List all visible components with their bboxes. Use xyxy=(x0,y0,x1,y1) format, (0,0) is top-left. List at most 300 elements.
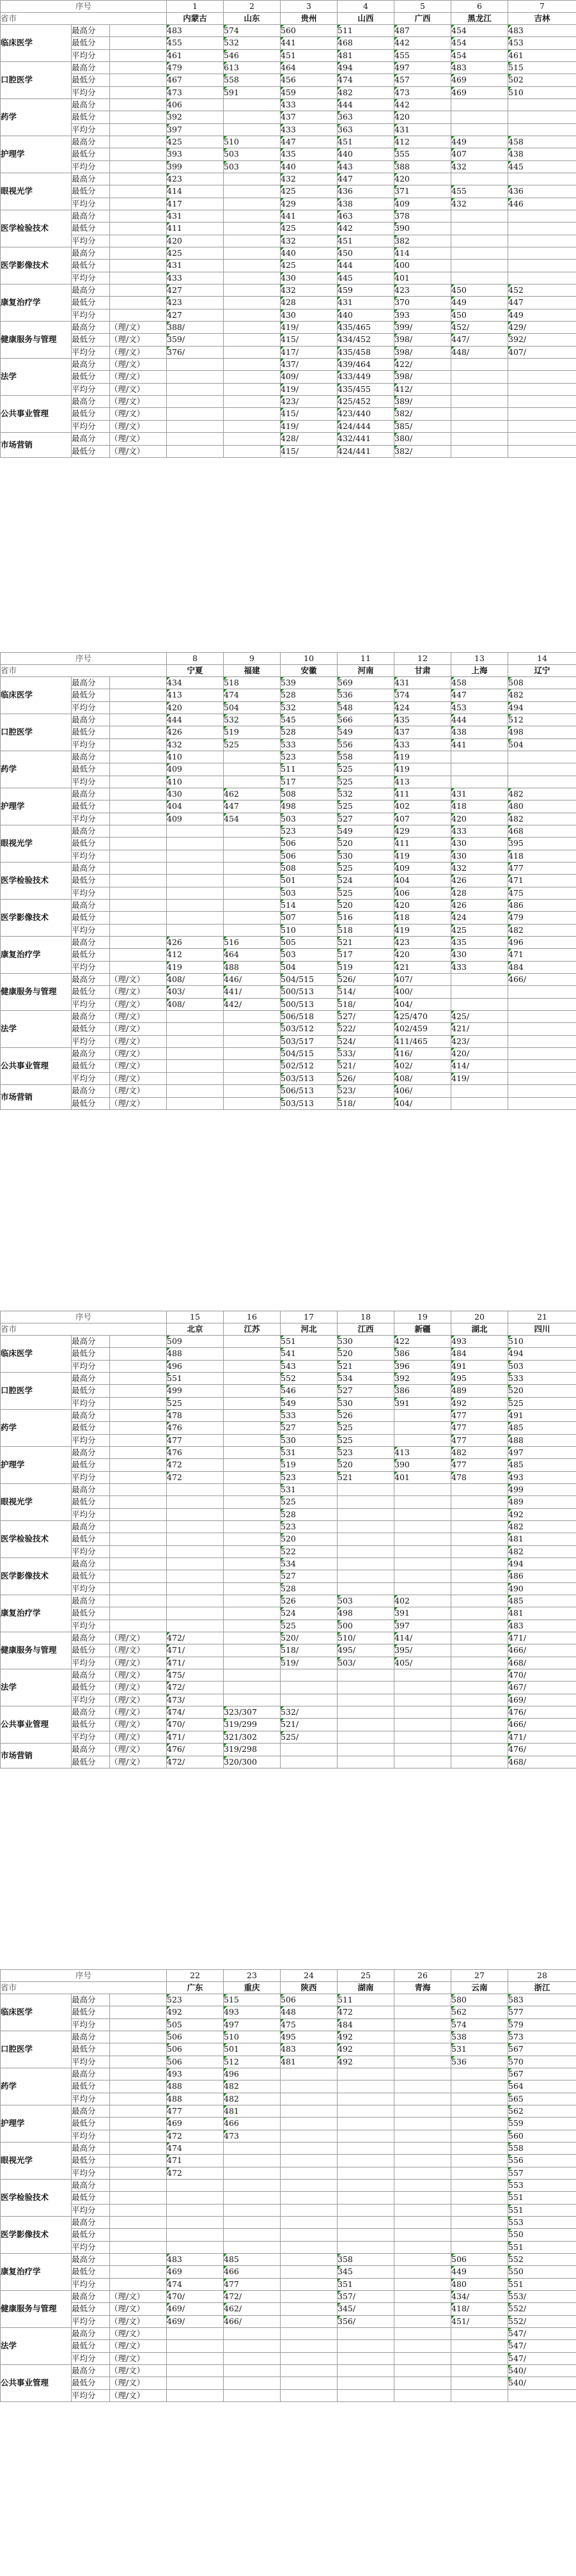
major-name: 医学影像技术 xyxy=(1,247,72,285)
metric-label: 平均分 xyxy=(72,420,110,432)
track-label xyxy=(110,1607,167,1620)
score-cell xyxy=(167,2217,224,2229)
score-cell xyxy=(451,998,508,1010)
score-cell: 518/ xyxy=(338,998,394,1010)
score-cell: 451 xyxy=(338,136,394,148)
metric-label: 最低分 xyxy=(72,37,110,49)
metric-label: 最高分 xyxy=(72,210,110,222)
score-cell: 477 xyxy=(167,2105,224,2118)
index-row xyxy=(1,653,576,665)
score-cell xyxy=(508,111,576,123)
score-cell: 452/ xyxy=(451,322,508,334)
score-cell xyxy=(394,2118,451,2130)
score-cell: 404/ xyxy=(394,998,451,1010)
score-cell xyxy=(508,371,576,383)
track-label xyxy=(110,763,167,776)
score-row xyxy=(1,2340,576,2352)
score-cell xyxy=(451,1644,508,1657)
score-cell: 396 xyxy=(394,1360,451,1372)
score-cell xyxy=(451,2093,508,2105)
metric-label: 最低分 xyxy=(72,1570,110,1582)
score-cell xyxy=(224,383,281,395)
score-cell xyxy=(224,297,281,309)
score-cell: 500/513 xyxy=(281,998,338,1010)
metric-label: 最高分 xyxy=(72,863,110,875)
score-cell: 498 xyxy=(508,726,576,738)
score-cell xyxy=(224,1373,281,1385)
score-cell: 388 xyxy=(394,160,451,173)
score-cell: 480 xyxy=(508,800,576,813)
score-cell xyxy=(224,1582,281,1595)
score-cell: 395/ xyxy=(394,1644,451,1657)
major-name: 医学检验技术 xyxy=(1,2180,72,2217)
score-cell xyxy=(451,986,508,998)
score-cell xyxy=(394,1669,451,1682)
province-name: 四川 xyxy=(508,1323,576,1336)
score-cell: 548 xyxy=(338,701,394,714)
score-row xyxy=(1,738,576,751)
score-row xyxy=(1,99,576,111)
track-label xyxy=(110,1447,167,1459)
column-index: 27 xyxy=(451,1970,508,1982)
score-row xyxy=(1,912,576,924)
score-cell xyxy=(394,1545,451,1557)
major-name: 法学 xyxy=(1,2328,72,2365)
metric-label: 最高分 xyxy=(72,99,110,111)
score-cell xyxy=(167,1533,224,1545)
score-cell: 462 xyxy=(224,788,281,800)
score-cell xyxy=(224,2365,281,2377)
score-cell: 450 xyxy=(338,247,394,260)
score-cell: 430 xyxy=(167,788,224,800)
score-cell xyxy=(224,420,281,432)
column-index: 11 xyxy=(338,653,394,665)
metric-label: 平均分 xyxy=(72,383,110,395)
score-cell: 564 xyxy=(508,2080,576,2093)
score-row xyxy=(1,396,576,408)
metric-label: 平均分 xyxy=(72,1657,110,1669)
province-name: 辽宁 xyxy=(508,665,576,677)
score-row xyxy=(1,2006,576,2018)
score-cell: 449 xyxy=(451,2266,508,2278)
score-cell: 505 xyxy=(281,937,338,949)
metric-label: 最低分 xyxy=(72,297,110,309)
score-cell: 510 xyxy=(281,924,338,936)
track-label xyxy=(110,62,167,74)
major-name: 口腔医学 xyxy=(1,2031,72,2068)
score-cell: 525 xyxy=(338,887,394,899)
score-cell: 455 xyxy=(394,49,451,61)
score-cell xyxy=(224,912,281,924)
score-cell: 413 xyxy=(167,689,224,701)
score-cell xyxy=(224,1385,281,1397)
score-cell: 491 xyxy=(451,1360,508,1372)
major-name: 口腔医学 xyxy=(1,714,72,751)
metric-label: 平均分 xyxy=(72,160,110,173)
score-cell: 496 xyxy=(167,1360,224,1372)
score-cell: 319/298 xyxy=(224,1744,281,1756)
score-cell xyxy=(224,2143,281,2155)
score-cell xyxy=(338,1533,394,1545)
province-name: 重庆 xyxy=(224,1982,281,1994)
score-cell xyxy=(224,322,281,334)
score-cell xyxy=(394,2204,451,2216)
score-cell: 510 xyxy=(508,1336,576,1348)
score-row xyxy=(1,875,576,887)
major-name: 口腔医学 xyxy=(1,1373,72,1410)
score-cell: 424/444 xyxy=(338,420,394,432)
score-row xyxy=(1,2105,576,2118)
score-cell: 523 xyxy=(167,1994,224,2006)
score-cell: 424 xyxy=(394,701,451,714)
score-cell: 462/ xyxy=(224,2303,281,2315)
column-index: 10 xyxy=(281,653,338,665)
score-cell: 401 xyxy=(394,1471,451,1483)
score-cell xyxy=(338,2180,394,2192)
score-cell xyxy=(281,2389,338,2401)
score-cell: 573 xyxy=(508,2031,576,2043)
metric-label: 最低分 xyxy=(72,1385,110,1397)
score-cell: 517 xyxy=(338,949,394,961)
score-row xyxy=(1,2080,576,2093)
province-name: 江西 xyxy=(338,1323,394,1336)
track-label: （理/文） xyxy=(110,346,167,358)
major-name: 药学 xyxy=(1,1410,72,1447)
metric-label: 最高分 xyxy=(72,714,110,726)
score-cell xyxy=(338,2167,394,2179)
score-cell xyxy=(451,1595,508,1607)
score-cell: 428 xyxy=(281,297,338,309)
score-cell: 510/ xyxy=(338,1632,394,1644)
score-row xyxy=(1,887,576,899)
score-cell xyxy=(508,210,576,222)
track-label xyxy=(110,1570,167,1582)
track-label: （理/文） xyxy=(110,408,167,420)
score-row xyxy=(1,1023,576,1035)
track-label xyxy=(110,1558,167,1570)
score-cell: 463 xyxy=(338,210,394,222)
metric-label: 最低分 xyxy=(72,2043,110,2056)
metric-label: 最高分 xyxy=(72,322,110,334)
score-cell: 426 xyxy=(451,875,508,887)
score-row xyxy=(1,148,576,160)
score-cell xyxy=(451,1669,508,1682)
score-cell: 482 xyxy=(224,2080,281,2093)
score-cell xyxy=(508,1048,576,1060)
score-cell: 551 xyxy=(508,2192,576,2204)
score-row xyxy=(1,2043,576,2056)
index-header: 序号 xyxy=(1,1970,167,1982)
score-cell: 402/ xyxy=(394,1060,451,1072)
score-cell xyxy=(508,1060,576,1072)
metric-label: 平均分 xyxy=(72,738,110,751)
score-cell: 398/ xyxy=(394,346,451,358)
score-cell: 488 xyxy=(167,1348,224,1360)
province-name: 甘肃 xyxy=(394,665,451,677)
score-cell xyxy=(451,2328,508,2340)
score-cell: 385/ xyxy=(394,420,451,432)
major-name: 药学 xyxy=(1,751,72,788)
score-row xyxy=(1,726,576,738)
score-cell: 532 xyxy=(224,714,281,726)
major-name: 眼视光学 xyxy=(1,825,72,863)
score-cell: 457 xyxy=(394,74,451,86)
score-cell: 477 xyxy=(167,1434,224,1446)
score-cell: 433 xyxy=(167,272,224,284)
score-cell: 471 xyxy=(167,2155,224,2167)
major-name: 医学检验技术 xyxy=(1,1521,72,1558)
score-cell xyxy=(451,1632,508,1644)
major-name: 康复治疗学 xyxy=(1,937,72,974)
score-cell: 449 xyxy=(508,309,576,321)
score-cell: 504/515 xyxy=(281,1048,338,1060)
score-cell xyxy=(224,751,281,763)
track-label xyxy=(110,37,167,49)
score-cell xyxy=(224,235,281,247)
score-cell xyxy=(167,1545,224,1557)
track-label xyxy=(110,235,167,247)
metric-label: 最低分 xyxy=(72,222,110,235)
score-cell: 425 xyxy=(167,247,224,260)
track-label: （理/文） xyxy=(110,1011,167,1023)
score-cell: 494 xyxy=(508,701,576,714)
score-cell xyxy=(394,2043,451,2056)
track-label xyxy=(110,1471,167,1483)
column-index: 18 xyxy=(338,1311,394,1323)
metric-label: 最低分 xyxy=(72,838,110,850)
score-cell: 420 xyxy=(451,813,508,825)
track-label xyxy=(110,937,167,949)
column-index: 25 xyxy=(338,1970,394,1982)
track-label xyxy=(110,2229,167,2241)
score-cell xyxy=(224,1459,281,1471)
score-cell: 433 xyxy=(394,738,451,751)
score-cell: 442 xyxy=(394,99,451,111)
score-cell xyxy=(338,1484,394,1496)
score-cell: 527 xyxy=(338,813,394,825)
score-cell: 551 xyxy=(281,1336,338,1348)
score-row xyxy=(1,2389,576,2401)
score-cell xyxy=(338,2365,394,2377)
score-cell: 454 xyxy=(451,49,508,61)
score-row xyxy=(1,1097,576,1110)
metric-label: 最低分 xyxy=(72,1756,110,1768)
score-cell: 434/ xyxy=(451,2291,508,2303)
score-cell: 482 xyxy=(508,1545,576,1557)
score-cell: 450 xyxy=(451,285,508,297)
score-cell: 473 xyxy=(167,86,224,98)
track-label xyxy=(110,838,167,850)
score-cell: 472 xyxy=(167,2167,224,2179)
score-cell: 392 xyxy=(167,111,224,123)
score-cell: 569 xyxy=(338,677,394,689)
score-cell: 485 xyxy=(508,1422,576,1434)
score-cell xyxy=(224,2217,281,2229)
score-cell xyxy=(167,2389,224,2401)
score-cell: 402/459 xyxy=(394,1023,451,1035)
score-row xyxy=(1,1011,576,1023)
score-cell xyxy=(167,2328,224,2340)
score-cell: 520 xyxy=(338,1459,394,1471)
track-label xyxy=(110,2167,167,2179)
track-label: （理/文） xyxy=(110,322,167,334)
score-cell: 514/ xyxy=(338,986,394,998)
score-cell: 525 xyxy=(338,863,394,875)
score-cell: 432 xyxy=(281,173,338,185)
metric-label: 最高分 xyxy=(72,2180,110,2192)
index-header: 序号 xyxy=(1,1,167,13)
score-cell xyxy=(451,1620,508,1632)
score-cell: 432 xyxy=(167,738,224,751)
score-cell: 534 xyxy=(281,1558,338,1570)
score-cell xyxy=(394,2093,451,2105)
score-cell: 532/ xyxy=(281,1706,338,1719)
metric-label: 最低分 xyxy=(72,371,110,383)
score-cell xyxy=(224,1048,281,1060)
metric-label: 最高分 xyxy=(72,1669,110,1682)
track-label xyxy=(110,1360,167,1372)
score-row xyxy=(1,260,576,272)
score-cell xyxy=(451,247,508,260)
score-cell: 471/ xyxy=(508,1632,576,1644)
score-cell xyxy=(281,2377,338,2389)
score-cell xyxy=(224,863,281,875)
score-cell xyxy=(451,2241,508,2253)
score-cell xyxy=(451,2167,508,2179)
score-cell: 495 xyxy=(451,1373,508,1385)
score-cell: 518/ xyxy=(338,1097,394,1110)
score-cell: 442 xyxy=(338,222,394,235)
score-row xyxy=(1,1694,576,1706)
metric-label: 平均分 xyxy=(72,1545,110,1557)
score-cell: 407 xyxy=(394,813,451,825)
score-cell xyxy=(394,1521,451,1533)
metric-label: 最高分 xyxy=(72,1085,110,1098)
score-cell xyxy=(451,235,508,247)
score-cell xyxy=(394,1694,451,1706)
score-row xyxy=(1,1533,576,1545)
score-cell: 454 xyxy=(224,813,281,825)
score-row xyxy=(1,1682,576,1694)
metric-label: 最低分 xyxy=(72,1607,110,1620)
score-row xyxy=(1,1570,576,1582)
score-cell: 484 xyxy=(451,1348,508,1360)
score-cell: 451 xyxy=(281,49,338,61)
metric-label: 最低分 xyxy=(72,800,110,813)
score-cell: 445 xyxy=(338,272,394,284)
metric-label: 平均分 xyxy=(72,2389,110,2401)
track-label: （理/文） xyxy=(110,433,167,446)
score-cell: 503 xyxy=(281,887,338,899)
score-cell: 431 xyxy=(394,677,451,689)
score-row xyxy=(1,1719,576,1731)
score-cell: 532 xyxy=(338,788,394,800)
score-cell xyxy=(224,123,281,136)
score-cell: 499 xyxy=(167,1385,224,1397)
score-cell: 492 xyxy=(508,1508,576,1520)
track-label: （理/文） xyxy=(110,2315,167,2327)
metric-label: 最高分 xyxy=(72,1706,110,1719)
track-label xyxy=(110,2266,167,2278)
score-cell xyxy=(394,1582,451,1595)
score-cell: 447/ xyxy=(451,334,508,346)
score-cell: 442 xyxy=(394,37,451,49)
score-cell: 466/ xyxy=(508,974,576,986)
score-cell xyxy=(281,2328,338,2340)
metric-label: 最低分 xyxy=(72,949,110,961)
major-name: 公共事业管理 xyxy=(1,396,72,433)
track-label xyxy=(110,2006,167,2018)
score-cell: 525 xyxy=(281,1496,338,1508)
metric-label: 最高分 xyxy=(72,1410,110,1422)
score-cell xyxy=(281,2155,338,2167)
score-cell: 506/518 xyxy=(281,1011,338,1023)
score-cell xyxy=(451,2204,508,2216)
score-cell xyxy=(394,2254,451,2266)
score-row xyxy=(1,74,576,86)
score-cell: 470/ xyxy=(167,2291,224,2303)
score-cell xyxy=(451,2217,508,2229)
score-cell: 509 xyxy=(167,1336,224,1348)
score-cell xyxy=(508,1023,576,1035)
metric-label: 最低分 xyxy=(72,912,110,924)
score-cell: 503 xyxy=(224,160,281,173)
track-label: （理/文） xyxy=(110,2328,167,2340)
track-label xyxy=(110,863,167,875)
score-cell: 516 xyxy=(338,912,394,924)
score-cell: 388/ xyxy=(167,322,224,334)
score-cell: 431 xyxy=(167,260,224,272)
score-cell: 525/ xyxy=(281,1731,338,1743)
track-label xyxy=(110,2204,167,2216)
score-cell: 510 xyxy=(508,86,576,98)
score-cell: 425/470 xyxy=(394,1011,451,1023)
score-cell: 409 xyxy=(167,763,224,776)
score-cell: 511 xyxy=(338,1994,394,2006)
score-cell xyxy=(394,2377,451,2389)
column-index: 23 xyxy=(224,1970,281,1982)
score-row xyxy=(1,1644,576,1657)
score-cell xyxy=(281,2080,338,2093)
score-cell xyxy=(224,210,281,222)
score-cell: 558 xyxy=(338,751,394,763)
score-cell: 419 xyxy=(394,850,451,862)
track-label xyxy=(110,297,167,309)
score-cell: 477 xyxy=(451,1422,508,1434)
score-cell xyxy=(394,2229,451,2241)
score-row xyxy=(1,2093,576,2105)
score-cell: 469 xyxy=(451,74,508,86)
score-cell: 570 xyxy=(508,2056,576,2068)
score-cell xyxy=(394,1994,451,2006)
score-cell: 454 xyxy=(451,37,508,49)
score-cell: 488 xyxy=(167,2080,224,2093)
score-cell xyxy=(281,2352,338,2364)
score-cell: 523 xyxy=(281,1471,338,1483)
metric-label: 最低分 xyxy=(72,875,110,887)
score-cell: 549 xyxy=(338,726,394,738)
metric-label: 最高分 xyxy=(72,1447,110,1459)
score-cell: 530 xyxy=(281,1434,338,1446)
score-cell: 492 xyxy=(167,2006,224,2018)
score-cell xyxy=(394,2291,451,2303)
metric-label: 平均分 xyxy=(72,1508,110,1520)
score-cell xyxy=(224,1360,281,1372)
track-label xyxy=(110,1545,167,1557)
score-cell: 530 xyxy=(338,850,394,862)
score-cell xyxy=(281,1756,338,1768)
metric-label: 平均分 xyxy=(72,2056,110,2068)
